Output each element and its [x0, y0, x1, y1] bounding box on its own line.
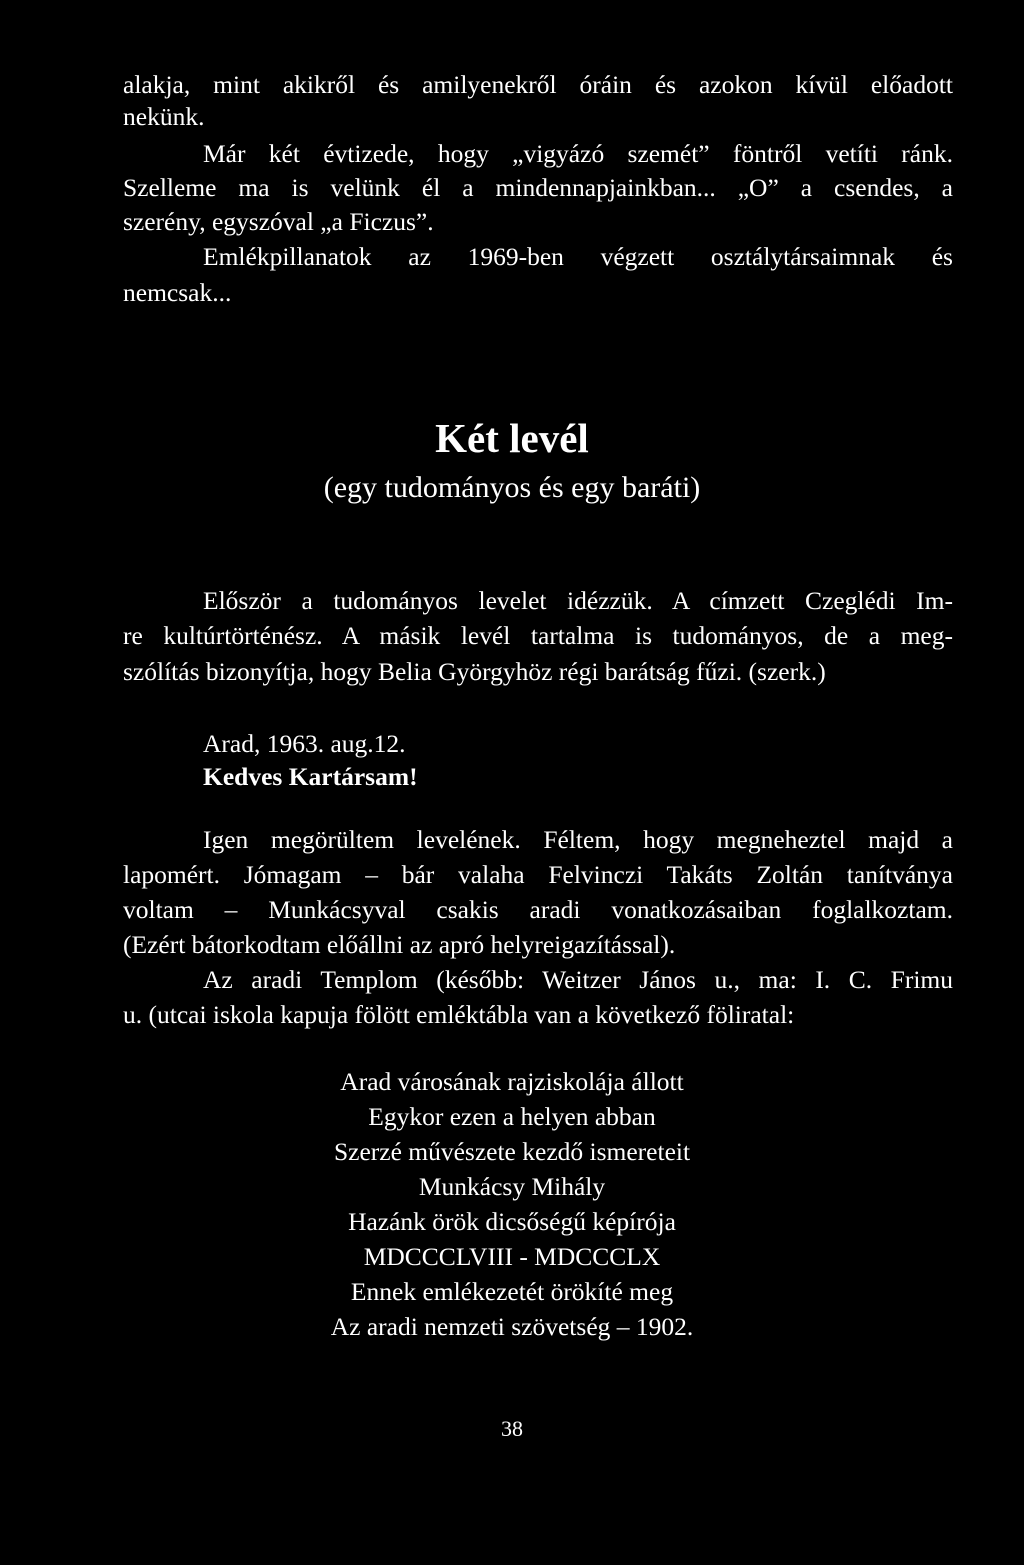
inscription-line: Hazánk örök dicsőségű képírója: [348, 1207, 676, 1236]
editor-note-line: re kultúrtörténész. A másik levél tartalma is tudományos, de a meg-: [123, 621, 953, 650]
inscription-line: Ennek emlékezetét örökíté meg: [350, 1277, 674, 1306]
page-number: 38: [501, 1416, 523, 1441]
letter-body-line: Az aradi Templom (később: Weitzer János u., ma: I. C. Frimu: [203, 965, 953, 994]
letter-body-line: voltam – Munkácsyval csakis aradi vonatkozásaiban foglalkoztam.: [123, 895, 953, 924]
inscription-line: Munkácsy Mihály: [418, 1172, 606, 1201]
section-subtitle: (egy tudományos és egy baráti): [323, 471, 701, 504]
intro-line: Szelleme ma is velünk él a mindennapjainkban... „O” a csendes, a: [123, 173, 953, 202]
intro-line: Emlékpillanatok az 1969-ben végzett osztálytársaimnak és: [203, 242, 953, 271]
intro-line: nekünk.: [123, 102, 205, 131]
intro-line: Már két évtizede, hogy „vigyázó szemét” föntről vetíti ránk.: [203, 139, 953, 168]
inscription-line: MDCCCLVIII - MDCCCLX: [363, 1242, 661, 1271]
editor-note-line: Először a tudományos levelet idézzük. A címzett Czeglédi Im-: [203, 586, 953, 615]
intro-line: nemcsak...: [123, 278, 232, 307]
inscription-line: Szerzé művészete kezdő ismereteit: [333, 1137, 691, 1166]
intro-line: szerény, egyszóval „a Ficzus”.: [123, 207, 434, 236]
letter-body-line: u. (utcai iskola kapuja fölött emléktábla van a következő föliratal:: [123, 1000, 795, 1029]
section-title: Két levél: [435, 415, 589, 461]
letter-body-line: lapomért. Jómagam – bár valaha Felvinczi Takáts Zoltán tanítványa: [123, 860, 953, 889]
letter-body-line: Igen megörültem levelének. Féltem, hogy megneheztel majd a: [203, 825, 953, 854]
inscription-line: Arad városának rajziskolája állott: [340, 1067, 684, 1096]
letter-body-line: (Ezért bátorkodtam előállni az apró helyreigazítással).: [123, 930, 676, 959]
letter-place-date: Arad, 1963. aug.12.: [203, 729, 406, 758]
intro-line: alakja, mint akikről és amilyenekről óráin és azokon kívül előadott: [123, 70, 953, 99]
inscription-line: Az aradi nemzeti szövetség – 1902.: [330, 1312, 694, 1341]
inscription-line: Egykor ezen a helyen abban: [368, 1102, 656, 1131]
letter-salutation: Kedves Kartársam!: [203, 762, 418, 791]
editor-note-line: szólítás bizonyítja, hogy Belia Györgyhöz régi barátság fűzi. (szerk.): [123, 657, 826, 686]
